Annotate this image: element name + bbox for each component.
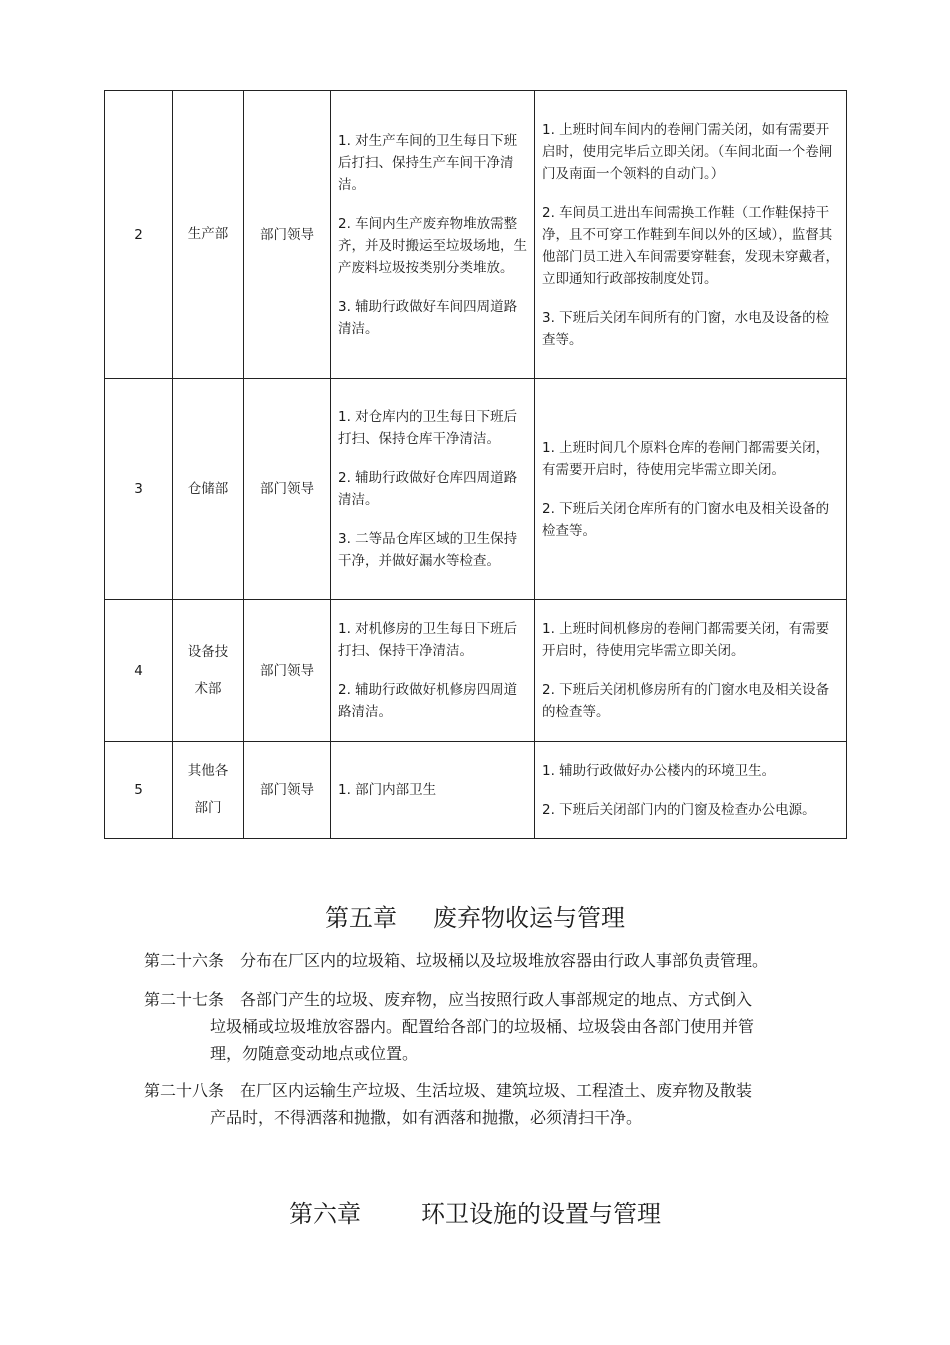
scope-cell: [331, 742, 535, 839]
requirement-item: 2. 下班后关闭机修房所有的门窗水电及相关设备的检查等。: [542, 682, 830, 720]
responsible-cell: 部门领导: [244, 91, 331, 379]
department-name: 仓储部: [187, 480, 229, 497]
department-name: 部门: [194, 800, 222, 816]
scope-item: 1. 对生产车间的卫生每日下班后打扫、保持生产车间干净清洁。: [338, 132, 518, 193]
scope-cell: [331, 379, 535, 600]
row-number: 5: [105, 742, 173, 839]
scope-item: 2. 辅助行政做好仓库四周道路清洁。: [338, 470, 518, 508]
article-28: 第二十八条 在厂区内运输生产垃圾、生活垃圾、建筑垃圾、工程渣土、废弃物及散装 产品时，不得洒落和抛撒，如有洒落和抛撒，必须清扫干净。: [144, 1081, 753, 1127]
requirement-cell: [535, 91, 847, 379]
department-name: 术部: [194, 680, 222, 697]
row-number: 3: [105, 379, 173, 600]
table-row: [105, 91, 847, 379]
chapter-6-heading: 第六章 环卫设施的设置与管理: [289, 1200, 661, 1228]
article-26: 第二十六条 分布在厂区内的垃圾箱、垃圾桶以及垃圾堆放容器由行政人事部负责管理。: [144, 951, 769, 970]
requirement-item: 2. 下班后关闭部门内的门窗及检查办公电源。: [542, 801, 816, 818]
table-row: [105, 379, 847, 600]
responsible-cell: 部门领导: [244, 742, 331, 839]
scope-item: 2. 车间内生产废弃物堆放需整齐，并及时搬运至垃圾场地，生产废料垃圾按类别分类堆放。: [338, 215, 527, 276]
requirement-item: 1. 上班时间几个原料仓库的卷闸门都需要关闭，有需要开启时，待使用完毕需立即关闭。: [542, 439, 830, 478]
scope-item: 1. 对机修房的卫生每日下班后打扫、保持干净清洁。: [338, 621, 518, 659]
requirement-item: 1. 上班时间机修房的卷闸门都需要关闭，有需要开启时，待使用完毕需立即关闭。: [542, 621, 830, 659]
requirement-cell: [535, 742, 847, 839]
scope-item: 1. 部门内部卫生: [338, 782, 437, 798]
responsible-cell: 部门领导: [244, 379, 331, 600]
department-name: 其他各: [187, 763, 229, 779]
scope-item: 2. 辅助行政做好机修房四周道路清洁。: [338, 682, 518, 720]
requirement-cell: [535, 379, 847, 600]
table-row: [105, 600, 847, 742]
scope-item: 1. 对仓库内的卫生每日下班后打扫、保持仓库干净清洁。: [338, 409, 518, 447]
department-cell: [173, 600, 244, 742]
department-cell: [173, 91, 244, 379]
row-number: 2: [105, 91, 173, 379]
requirement-cell: [535, 600, 847, 742]
row-number: 4: [105, 600, 173, 742]
department-cell: [173, 379, 244, 600]
scope-cell: [331, 91, 535, 379]
scope-item: 3. 二等品仓库区域的卫生保持干净，并做好漏水等检查。: [338, 531, 518, 569]
department-name: 生产部: [187, 226, 229, 242]
requirement-item: 2. 下班后关闭仓库所有的门窗水电及相关设备的检查等。: [542, 500, 830, 539]
duty-table: [104, 90, 847, 839]
requirement-item: 1. 辅助行政做好办公楼内的环境卫生。: [542, 762, 776, 779]
scope-item: 3. 辅助行政做好车间四周道路清洁。: [338, 298, 518, 337]
department-name: 设备技: [187, 643, 229, 660]
requirement-item: 2. 车间员工进出车间需换工作鞋（工作鞋保持干净，且不可穿工作鞋到车间以外的区域），监督其他部门员工进入车间需要穿鞋套，发现未穿戴者，立即通知行政部按制度处罚。: [542, 204, 839, 287]
department-cell: [173, 742, 244, 839]
chapter-5-heading: 第五章 废弃物收运与管理: [325, 904, 625, 932]
requirement-item: 3. 下班后关闭车间所有的门窗，水电及设备的检查等。: [542, 309, 830, 348]
scope-cell: [331, 600, 535, 742]
table-row: [105, 742, 847, 839]
article-27: 第二十七条 各部门产生的垃圾、废弃物，应当按照行政人事部规定的地点、方式倒入 垃圾桶或垃圾堆放容器内。配置给各部门的垃圾桶、垃圾袋由各部门使用并管 理，勿随意变动地点或位置。: [144, 990, 755, 1063]
responsible-cell: 部门领导: [244, 600, 331, 742]
requirement-item: 1. 上班时间车间内的卷闸门需关闭，如有需要开启时，使用完毕后立即关闭。（车间北面一个卷闸门及南面一个领料的自动门。）: [542, 121, 833, 182]
